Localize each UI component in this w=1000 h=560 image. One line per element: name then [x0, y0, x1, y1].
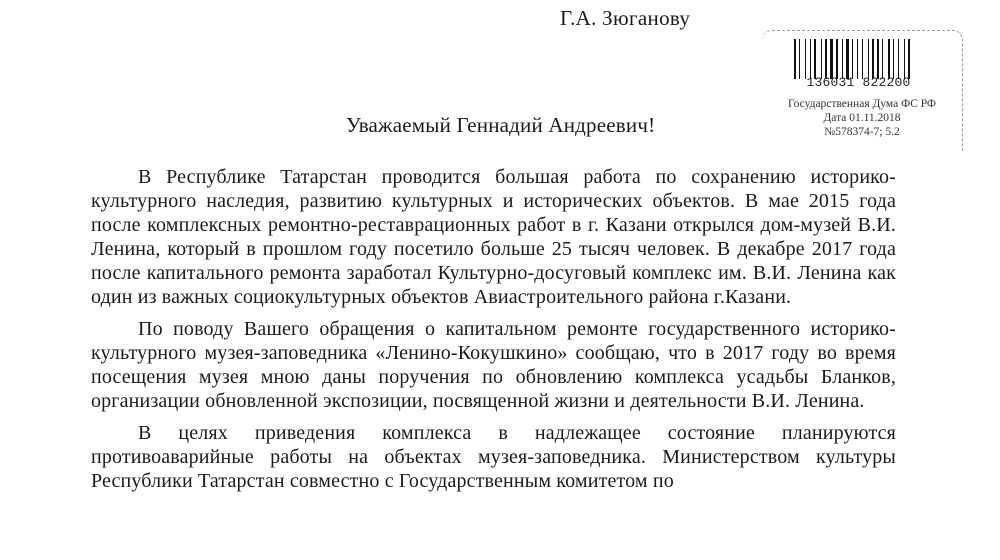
stamp-line-number: №578374-7; 5.2 — [824, 126, 900, 138]
stamp-text — [772, 97, 952, 139]
recipient-line: Г.А. Зюганову — [560, 6, 691, 30]
paragraph: В Республике Татарстан проводится большая работа по сохранению историко-культурного наследия, развитию культурных и исторических объектов. В мае 2015 года после комплексных ремонтно-реставрационных работ в г. Казани открылся дом-музей В.И. Ленина, который в прошлом году посетило больше 25 тысяч человек. В декабре 2017 года после капитального ремонта заработал Культурно-досуговый комплекс им. В.И. Ленина как один из важных социокультурных объектов Авиастроительного района г.Казани. — [91, 166, 896, 308]
stamp-line-date: Дата 01.11.2018 — [823, 112, 901, 124]
paragraph: В целях приведения комплекса в надлежащее состояние планируются противоаварийные работы на объектах музея-заповедника. Министерством культуры Республики Татарстан совместно с Государственным комитетом по — [91, 422, 896, 492]
paragraph: По поводу Вашего обращения о капитальном ремонте государственного историко-культурного музея-заповедника «Ленино-Кокушкино» сообщаю, что в 2017 году во время посещения музея мною даны поручения по обновлению комплекса усадьбы Бланков, организации обновленной экспозиции, посвященной жизни и деятельности В.И. Ленина. — [91, 318, 896, 412]
barcode-number: 136031 822200 — [806, 75, 911, 90]
stamp-line-organization: Государственная Дума ФС РФ — [787, 98, 937, 110]
registration-stamp — [762, 30, 963, 151]
salutation: Уважаемый Геннадий Андреевич! — [346, 113, 656, 137]
letter-body — [91, 165, 896, 501]
barcode-image — [792, 39, 922, 79]
